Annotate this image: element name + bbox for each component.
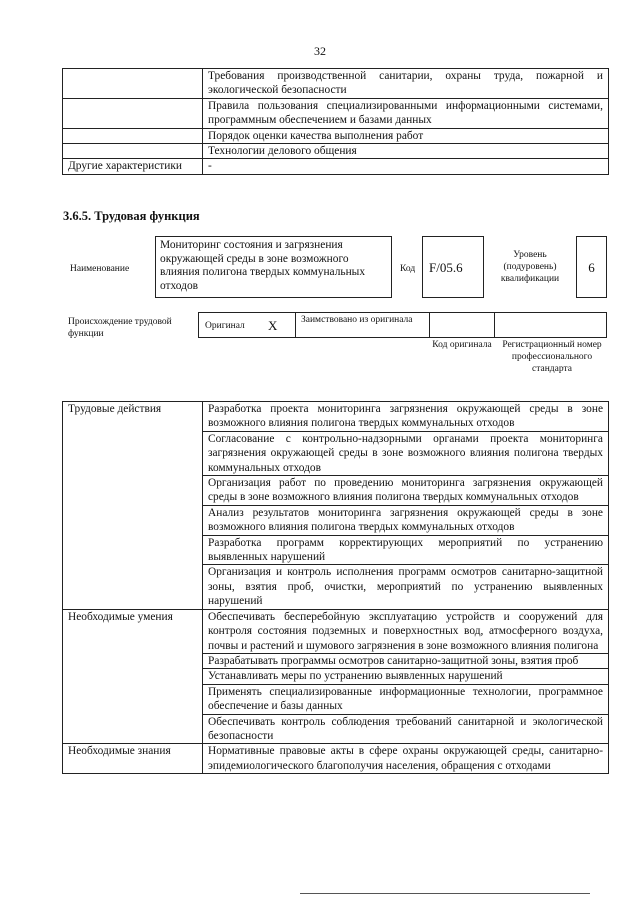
section-item: Применять специализированные информационные технологии, программное обеспечение и базы данных [203, 684, 609, 714]
row-label [63, 98, 203, 128]
row-text: Требования производственной санитарии, охраны труда, пожарной и экологической безопасности [203, 69, 609, 99]
table-row [63, 98, 609, 128]
section-title: 3.6.5. Трудовая функция [63, 209, 200, 223]
section-item: Согласование с контрольно-надзорными органами проекта мониторинга загрязнения окружающей среды в зоне возможного влияния полигона твердых коммунальных отходов [203, 431, 609, 475]
divider-1 [295, 312, 296, 338]
row-text: Правила пользования специализированными информационными системами, программным обеспечением и базами данных [203, 98, 609, 128]
row-label [63, 69, 203, 99]
row-text: Порядок оценки качества выполнения работ [203, 128, 609, 143]
table-row [63, 402, 609, 432]
reg-number-caption: Регистрационный номер профессионального стандарта [502, 340, 602, 374]
section-item: Обеспечивать бесперебойную эксплуатацию устройств и сооружений для контроля состояния подземных и поверхностных вод, атмосферного воздуха, почвы и растений и шумового загрязнения в зоне возможного влияния полигона [203, 609, 609, 653]
level-value: 6 [588, 260, 595, 275]
section-item: Разработка проекта мониторинга загрязнения окружающей среды в зоне возможного влияния полигона твердых коммунальных отходов [203, 402, 609, 432]
section-item: Разработка программ корректирующих мероприятий по устранению выявленных нарушений [203, 535, 609, 565]
code-original-caption: Код оригинала [432, 340, 492, 350]
row-label: Другие характеристики [63, 159, 203, 174]
section-item: Устанавливать меры по устранению выявленных нарушений [203, 669, 609, 684]
row-text: - [203, 159, 609, 174]
table-row [63, 159, 609, 174]
row-text: Технологии делового общения [203, 144, 609, 159]
knowledge-continuation-table [62, 68, 609, 175]
section-item: Разрабатывать программы осмотров санитарно-защитной зоны, взятия проб [203, 653, 609, 668]
section-label: Трудовые действия [63, 402, 203, 610]
divider-2 [429, 312, 430, 338]
code-box [422, 236, 484, 298]
table-row [63, 69, 609, 99]
origin-label: Происхождение трудовой функции [68, 317, 172, 339]
table-row [63, 144, 609, 159]
code-value: F/05.6 [429, 260, 463, 275]
borrowed-label: Заимствовано из оригинала [301, 315, 413, 325]
function-name-value: Мониторинг состояния и загрязнения окружающей среды в зоне возможного влияния полигона твердых коммунальных отходов [160, 239, 366, 292]
section-item: Нормативные правовые акты в сфере охраны окружающей среды, санитарно-эпидемиологического благополучия населения, обращения с отходами [203, 744, 609, 774]
bottom-rule [300, 893, 590, 894]
row-label [63, 144, 203, 159]
table-row [63, 609, 609, 653]
function-name-box [155, 236, 392, 298]
section-item: Организация работ по проведению мониторинга загрязнения окружающей среды в зоне возможного влияния полигона твердых коммунальных отходов [203, 476, 609, 506]
divider-3 [494, 312, 495, 338]
name-label: Наименование [70, 264, 130, 274]
page-number: 32 [314, 44, 326, 58]
table-row [63, 744, 609, 774]
section-item: Организация и контроль исполнения программ осмотров санитарно-защитной зоны, взятия проб, очистки, мероприятий по устранению выявленных нарушений [203, 565, 609, 609]
level-box [576, 236, 607, 298]
original-mark: X [268, 318, 278, 333]
section-item: Обеспечивать контроль соблюдения требований санитарной и экологической безопасности [203, 714, 609, 744]
level-label: Уровень (подуровень) квалификации [500, 250, 560, 284]
table-row [63, 128, 609, 143]
section-label: Необходимые умения [63, 609, 203, 744]
section-item: Анализ результатов мониторинга загрязнения окружающей среды в зоне возможного влияния полигона твердых коммунальных отходов [203, 505, 609, 535]
section-label: Необходимые знания [63, 744, 203, 774]
labor-function-table [62, 401, 609, 774]
code-label: Код [400, 264, 416, 274]
original-label: Оригинал [205, 321, 245, 331]
row-label [63, 128, 203, 143]
